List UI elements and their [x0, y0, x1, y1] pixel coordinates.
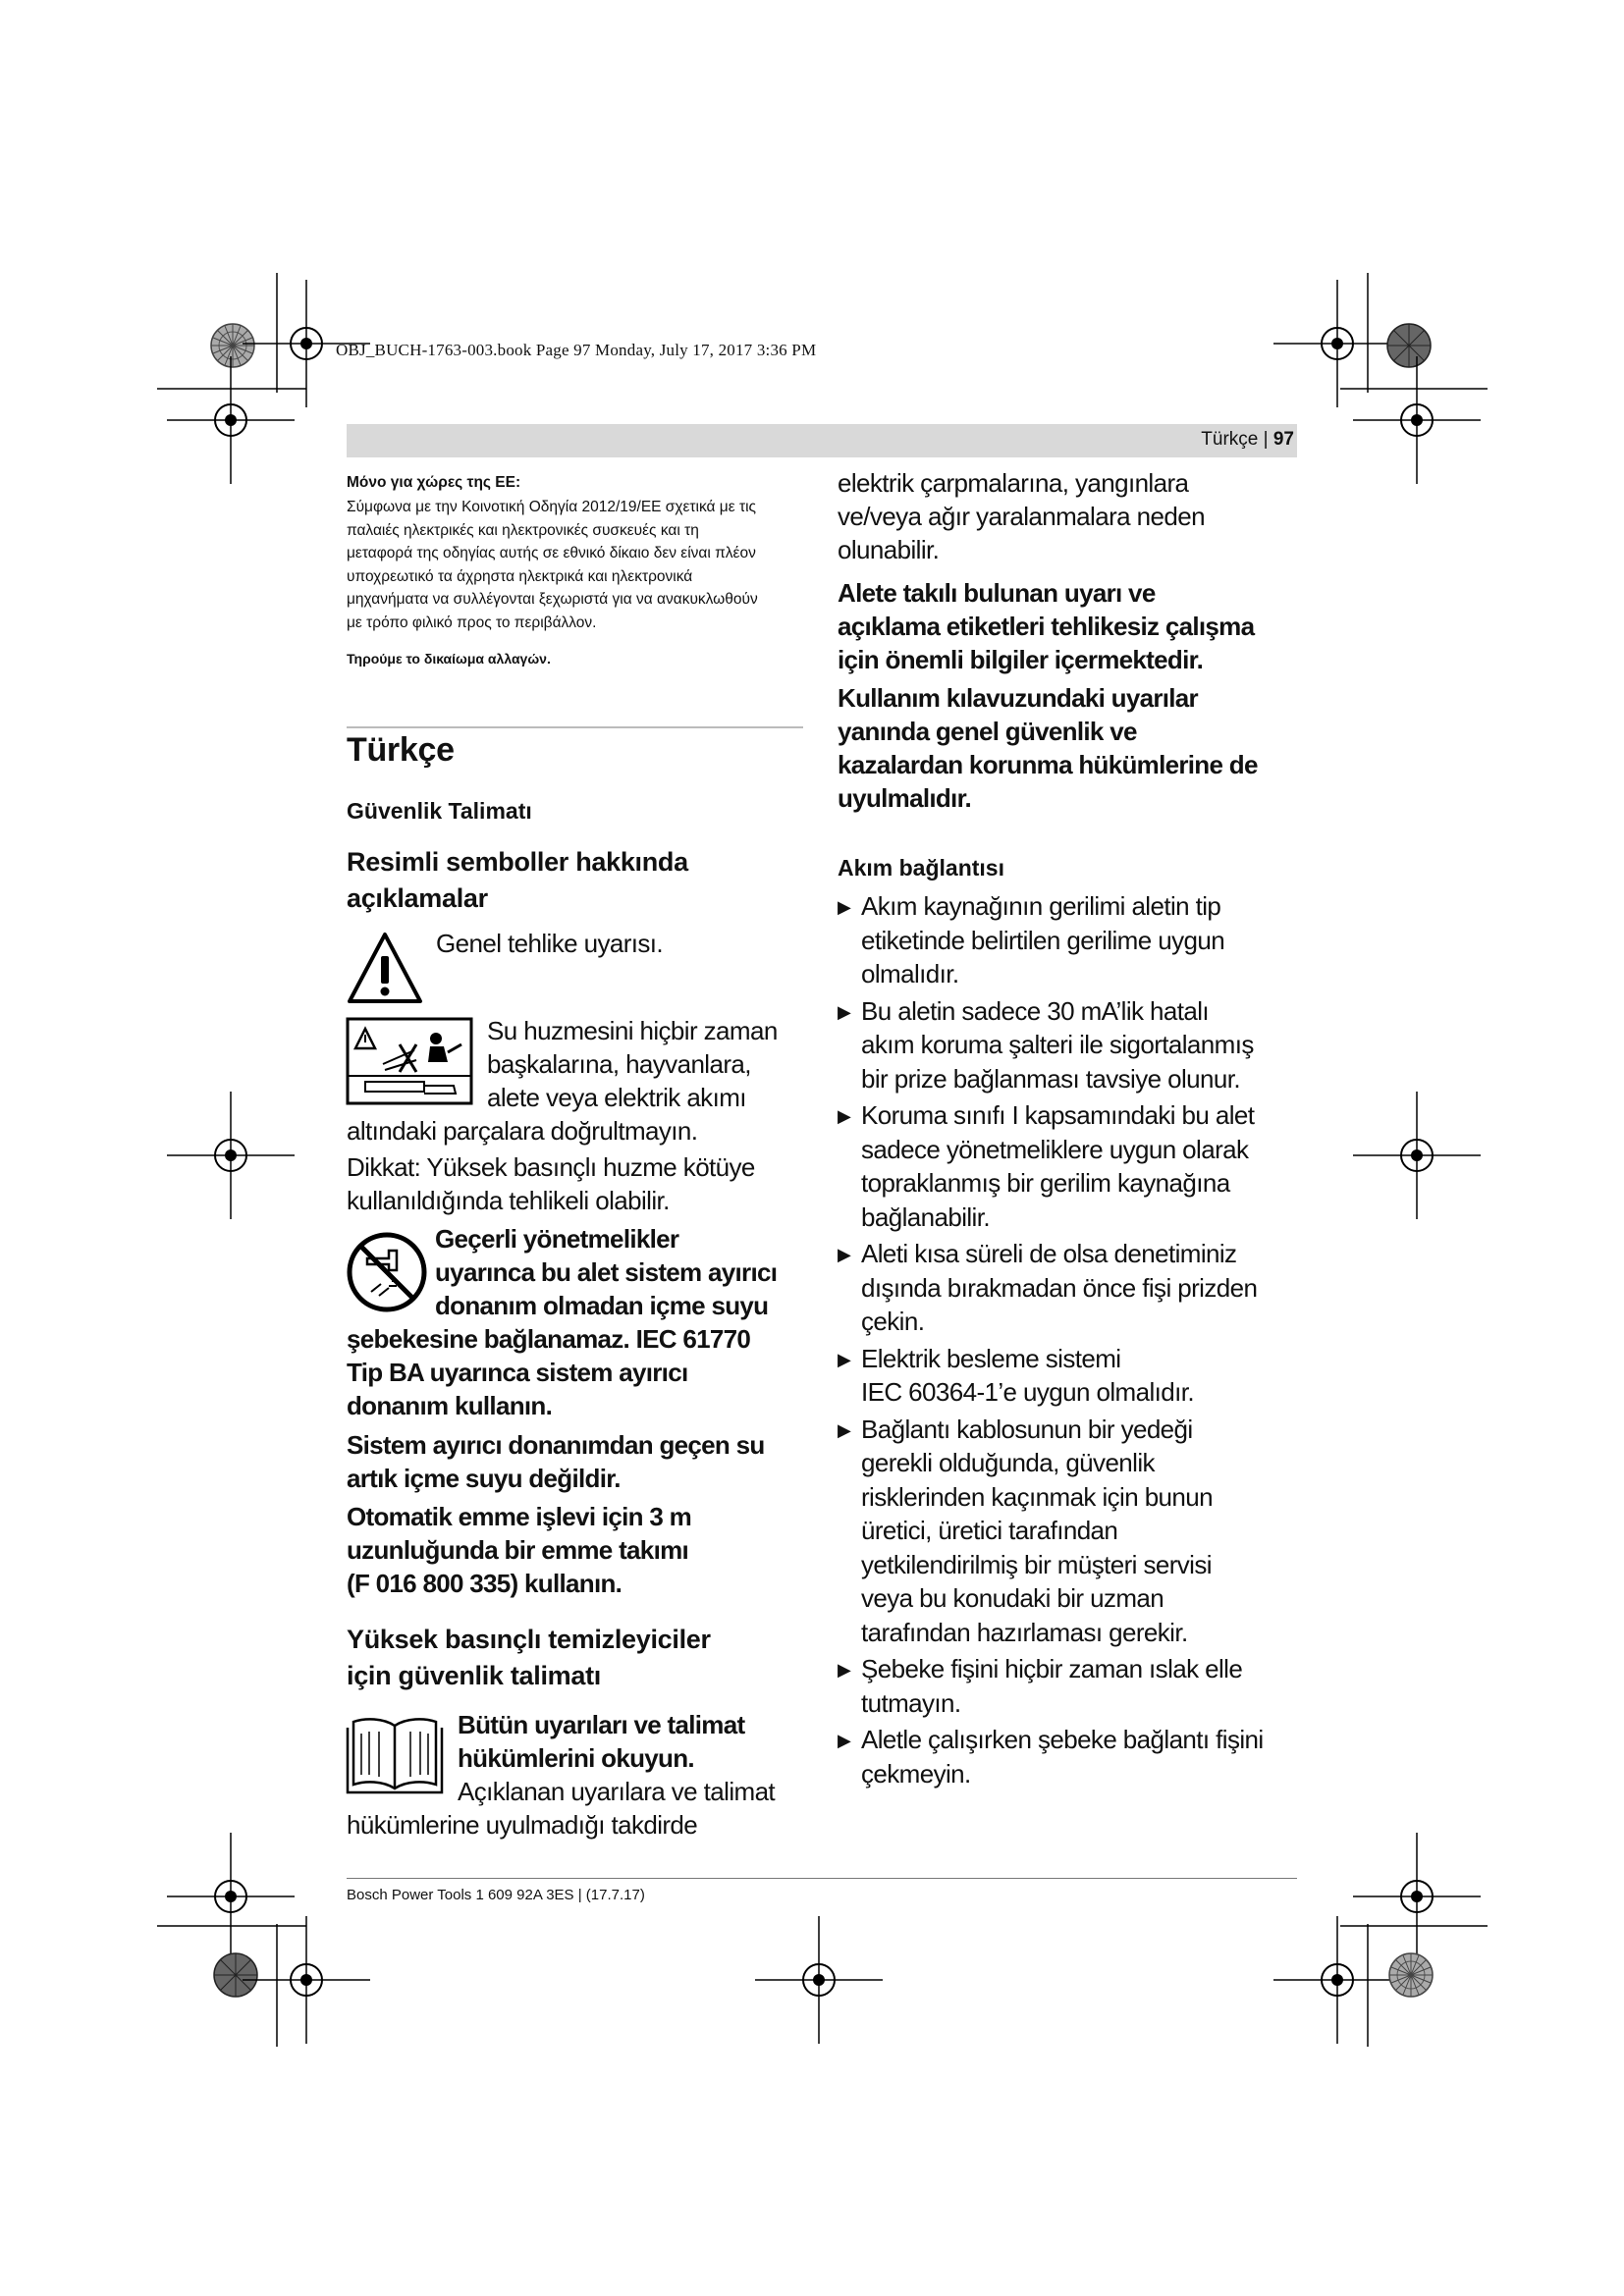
text-line: Kullanım kılavuzundaki uyarılar: [838, 683, 1198, 713]
text-line: ve/veya ağır yaralanmalara neden: [838, 502, 1205, 531]
dikkat-text: [347, 1150, 755, 1217]
intro-paragraph: [838, 466, 1205, 566]
text-line: veya bu konudaki bir uzman: [861, 1583, 1164, 1613]
list-item: [838, 1098, 1299, 1234]
footer-text: Bosch Power Tools 1 609 92A 3ES | (17.7.17): [347, 1887, 645, 1903]
text-line: bağlanabilir.: [861, 1201, 990, 1232]
open-book-icon: [346, 1714, 444, 1794]
text-line: dışında bırakmadan önce fişi prizden: [861, 1272, 1258, 1303]
bullet-arrow-icon: ▶: [838, 1731, 851, 1750]
greek-line: μηχανήματα να συλλέγονται ξεχωριστά για να ανακυκλωθούν: [347, 591, 758, 608]
text-line: Aleti kısa süreli de olsa denetiminiz: [861, 1239, 1237, 1268]
text-line: kazalardan korunma hükümlerine de: [838, 750, 1258, 779]
bullet-arrow-icon: ▶: [838, 1245, 851, 1264]
text-line: akım koruma şalteri ile sigortalanmış: [861, 1030, 1254, 1059]
title-line: Yüksek basınçlı temizleyiciler: [347, 1625, 711, 1654]
greek-line: με τρόπο φιλικό προς το περιβάλλον.: [347, 614, 597, 631]
no-drinking-water-icon: [346, 1231, 428, 1313]
text-line: gerekli olduğunda, güvenlik: [861, 1448, 1155, 1477]
text-line: Koruma sınıfı I kapsamındaki bu alet: [861, 1100, 1255, 1130]
bullet-arrow-icon: ▶: [838, 1001, 851, 1022]
read-instructions-continuation: hükümlerine uyulmadığı takdirde: [347, 1810, 698, 1840]
list-item: [838, 889, 1299, 991]
bullet-arrow-icon: ▶: [838, 1106, 851, 1126]
text-line: tutmayın.: [861, 1687, 961, 1718]
general-warning-text: Genel tehlike uyarısı.: [436, 929, 664, 958]
greek-footnote: Τηρούμε το δικαίωμα αλλαγών.: [347, 651, 551, 667]
bullet-arrow-icon: ▶: [838, 1660, 851, 1680]
list-item: [838, 1413, 1299, 1650]
pressure-washer-safety-title: [347, 1622, 711, 1694]
header-bar: [347, 424, 1297, 457]
text-line: için önemli bilgiler içermektedir.: [838, 645, 1204, 674]
text-line: tarafından hazırlaması gerekir.: [861, 1617, 1188, 1647]
power-connection-heading: Akım bağlantısı: [838, 855, 1004, 881]
text-line: Su huzmesini hiçbir zaman: [487, 1016, 778, 1045]
read-instructions-text: [458, 1708, 744, 1775]
running-head: [1201, 429, 1294, 451]
text-line: yanında genel güvenlik ve: [838, 717, 1137, 746]
text-line: çekin.: [861, 1307, 925, 1336]
labels-paragraph: [838, 576, 1254, 676]
text-line: başkalarına, hayvanlara,: [487, 1049, 751, 1079]
text-line: Sistem ayırıcı donanımdan geçen su: [347, 1430, 765, 1460]
text-line: hükümlerini okuyun.: [458, 1743, 694, 1773]
text-line: sadece yönetmeliklere uygun olarak: [861, 1134, 1249, 1164]
greek-line: μεταφορά της οδηγίας αυτής σε εθνικό δίκαιο δεν είναι πλέον: [347, 545, 756, 561]
spray-warning-icon: [346, 1017, 473, 1105]
text-line: Bütün uyarıları ve talimat: [458, 1710, 745, 1739]
bullet-arrow-icon: ▶: [838, 897, 851, 917]
text-line: uzunluğunda bir emme takımı: [347, 1535, 689, 1565]
footer-rule: [347, 1878, 1297, 1879]
greek-heading: Μόνο για χώρες της ΕΕ:: [347, 474, 521, 491]
spray-warning-continuation: altındaki parçalara doğrultmayın.: [347, 1116, 698, 1146]
text-line: donanım olmadan içme suyu: [435, 1291, 769, 1320]
text-line: Otomatik emme işlevi için 3 m: [347, 1502, 692, 1531]
text-line: çekmeyin.: [861, 1758, 971, 1789]
text-line: Geçerli yönetmelikler: [435, 1224, 679, 1254]
text-line: risklerinden kaçınmak için bunun: [861, 1481, 1213, 1512]
text-line: olmalıdır.: [861, 959, 959, 988]
text-line: IEC 60364-1’e uygun olmalıdır.: [861, 1377, 1194, 1407]
text-line: Şebeke fişini hiçbir zaman ıslak elle: [861, 1654, 1243, 1683]
general-safety-paragraph: [838, 681, 1258, 815]
list-item: [838, 1342, 1299, 1410]
text-line: Aletle çalışırken şebeke bağlantı fişini: [861, 1725, 1264, 1754]
power-connection-list: [838, 889, 1299, 1793]
list-item: [838, 1237, 1299, 1339]
text-line: etiketinde belirtilen gerilime uygun: [861, 925, 1225, 955]
greek-line: υποχρεωτικό τα άχρηστα ηλεκτρικά και ηλεκτρονικά: [347, 567, 693, 585]
list-item: [838, 1723, 1299, 1790]
text-line: bir prize bağlanması tavsiye olunur.: [861, 1063, 1240, 1094]
text-line: olunabilir.: [838, 535, 940, 564]
bullet-arrow-icon: ▶: [838, 1419, 851, 1440]
text-line: elektrik çarpmalarına, yangınlara: [838, 468, 1189, 498]
text-line: Tip BA uyarınca sistem ayırıcı: [347, 1358, 688, 1387]
running-head-language: Türkçe: [1201, 429, 1259, 450]
text-line: açıklama etiketleri tehlikesiz çalışma: [838, 612, 1255, 641]
print-info-line: OBJ_BUCH-1763-003.book Page 97 Monday, July 17, 2017 3:36 PM: [336, 341, 817, 359]
section-rule: [347, 726, 803, 728]
text-line: yetkilendirilmiş bir müşteri servisi: [861, 1549, 1212, 1579]
title-line: Resimli semboller hakkında: [347, 847, 688, 877]
title-line: için güvenlik talimatı: [347, 1661, 601, 1690]
text-line: topraklanmış bir gerilim kaynağına: [861, 1168, 1230, 1198]
text-line: (F 016 800 335) kullanın.: [347, 1569, 623, 1598]
text-line: Dikkat: Yüksek basınçlı huzme kötüye: [347, 1152, 755, 1182]
text-line: Akım kaynağının gerilimi aletin tip: [861, 891, 1221, 921]
spray-warning-text: [487, 1014, 778, 1114]
suction-paragraph: [347, 1500, 691, 1600]
page-number: 97: [1272, 429, 1294, 450]
no-drinking-water-continuation: [347, 1322, 750, 1422]
read-instructions-normal: Açıklanan uyarılara ve talimat: [458, 1777, 776, 1806]
list-item: [838, 994, 1299, 1096]
title-line: açıklamalar: [347, 883, 488, 913]
system-separator-paragraph: [347, 1428, 765, 1495]
warning-triangle-icon: [346, 931, 424, 1005]
text-line: alete veya elektrik akımı: [487, 1083, 746, 1112]
text-line: Elektrik besleme sistemi: [861, 1343, 1121, 1373]
text-line: şebekesine bağlanamaz. IEC 61770: [347, 1324, 751, 1354]
greek-paragraph: [347, 496, 808, 634]
text-line: donanım kullanın.: [347, 1391, 553, 1420]
text-line: kullanıldığında tehlikeli olabilir.: [347, 1186, 670, 1215]
text-line: uyarınca bu alet sistem ayırıcı: [435, 1257, 778, 1287]
text-line: artık içme suyu değildir.: [347, 1464, 621, 1493]
greek-line: παλαιές ηλεκτρικές και ηλεκτρονικές συσκευές και τη: [347, 521, 699, 539]
text-line: üretici, üretici tarafından: [861, 1516, 1118, 1545]
greek-line: Σύμφωνα με την Κοινοτική Οδηγία 2012/19/ΕΕ σχετικά με τις: [347, 499, 756, 515]
list-item: [838, 1652, 1299, 1720]
symbols-section-title: [347, 844, 688, 917]
no-drinking-water-text: [435, 1222, 777, 1322]
text-line: Alete takılı bulunan uyarı ve: [838, 578, 1156, 608]
text-line: uyulmalıdır.: [838, 783, 972, 813]
bullet-arrow-icon: ▶: [838, 1349, 851, 1369]
text-line: Bağlantı kablosunun bir yedeği: [861, 1414, 1193, 1444]
text-line: Bu aletin sadece 30 mA’lik hatalı: [861, 995, 1210, 1026]
language-title: Türkçe: [347, 731, 455, 769]
running-head-separator: |: [1258, 429, 1273, 450]
safety-subtitle: Güvenlik Talimatı: [347, 798, 532, 824]
